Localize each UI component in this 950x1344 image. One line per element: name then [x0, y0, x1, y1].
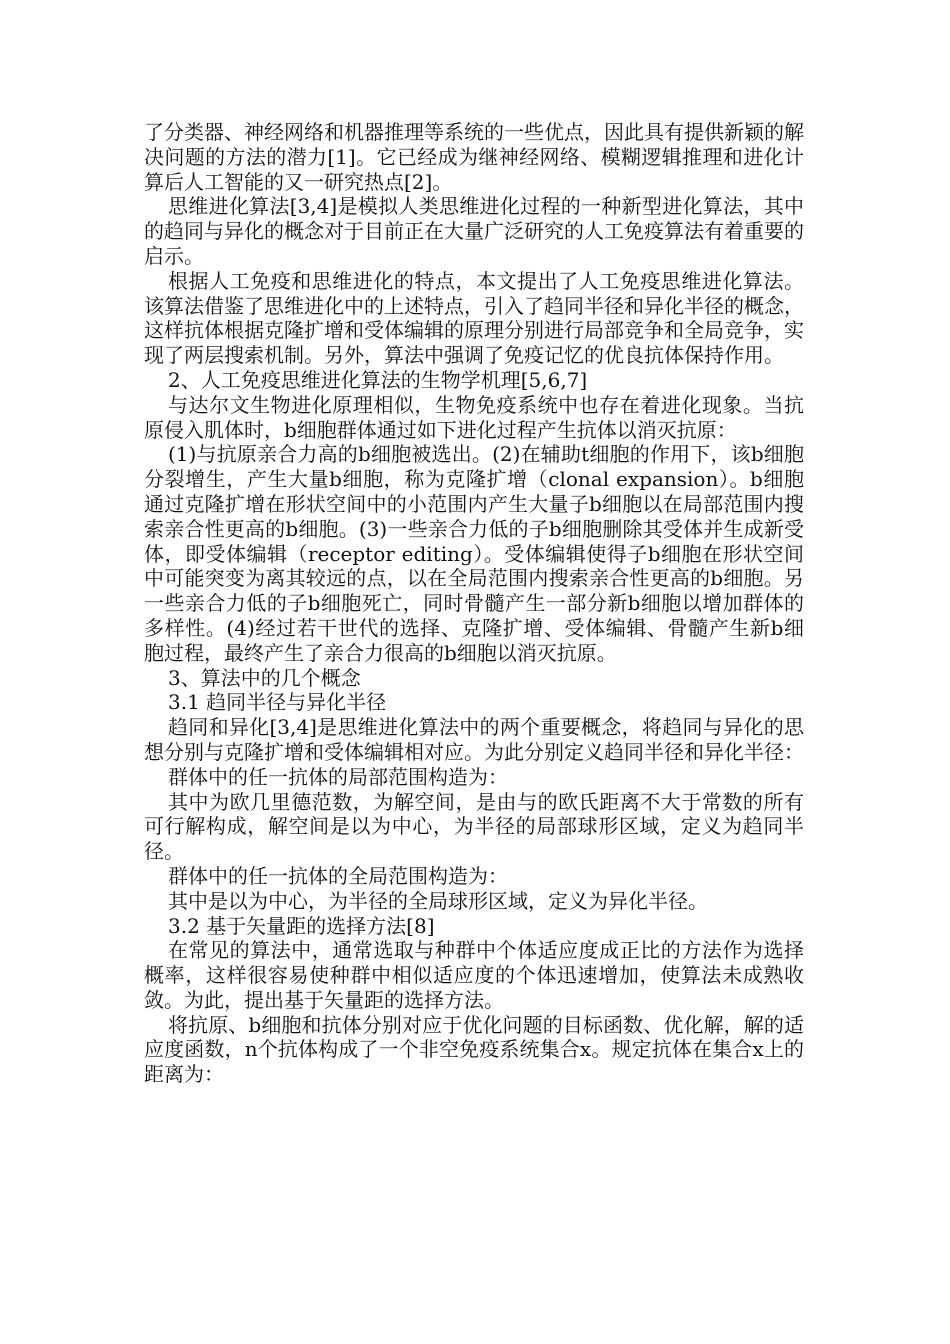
paragraph-convergence-dissimilation: 趋同和异化[3,4]是思维进化算法中的两个重要概念，将趋同与异化的思想分别与克隆扩增和受体编辑相对应。为此分别定义趋同半径和异化半径： — [144, 715, 804, 764]
paragraph-local-range: 群体中的任一抗体的局部范围构造为： — [168, 764, 508, 789]
paragraph-b-cell-process: (1)与抗原亲合力高的b细胞被选出。(2)在辅助t细胞的作用下，该b细胞分裂增生，产生大量b细胞，称为克隆扩增（clonal expansion）。b细胞通过克隆扩增在形状空间中的小范围内产生大量子b细胞以在局部范围内搜索亲合性更高的b细胞。(3)一些亲合力低的子b细胞删除其受体并生成新受体，即受体编辑（receptor editing）。受体编辑使得子b细胞在形状空间中可能突变为离其较远的点，以在全局范围内搜索亲合性更高的b细胞。另一些亲合力低的子b细胞死亡，同时骨髓产生一部分新b细胞以增加群体的多样性。(4)经过若干世代的选择、克隆扩增、受体编辑、骨髓产生新b细胞过程，最终产生了亲合力很高的b细胞以消灭抗原。 — [144, 442, 804, 665]
subsection-heading-3-1: 3.1 趋同半径与异化半径 — [168, 690, 387, 715]
paragraph-intro-continuation: 了分类器、神经网络和机器推理等系统的一些优点，因此具有提供新颖的解决问题的方法的潜力[1]。它已经成为继神经网络、模糊逻辑推理和进化计算后人工智能的又一研究热点[2]。 — [144, 120, 804, 194]
document-body — [144, 120, 804, 1087]
section-heading-3: 3、算法中的几个概念 — [168, 665, 361, 690]
paragraph-selection-problem: 在常见的算法中，通常选取与种群中个体适应度成正比的方法作为选择概率，这样很容易使种群中相似适应度的个体迅速增加，使算法未成熟收敛。为此，提出基于矢量距的选择方法。 — [144, 938, 804, 1012]
section-heading-2: 2、人工免疫思维进化算法的生物学机理[5,6,7] — [168, 367, 588, 392]
paragraph-global-range-definition: 其中是以为中心，为半径的全局球形区域，定义为异化半径。 — [168, 888, 708, 913]
paragraph-global-range: 群体中的任一抗体的全局范围构造为： — [168, 863, 508, 888]
paragraph-antigen-mapping: 将抗原、b细胞和抗体分别对应于优化问题的目标函数、优化解，解的适应度函数，n个抗体构成了一个非空免疫系统集合x。规定抗体在集合x上的距离为： — [144, 1012, 804, 1087]
paragraph-mind-evolution: 思维进化算法[3,4]是模拟人类思维进化过程的一种新型进化算法，其中的趋同与异化的概念对于目前正在大量广泛研究的人工免疫算法有着重要的启示。 — [144, 194, 804, 268]
subsection-heading-3-2: 3.2 基于矢量距的选择方法[8] — [168, 913, 435, 938]
paragraph-proposed-algorithm: 根据人工免疫和思维进化的特点，本文提出了人工免疫思维进化算法。该算法借鉴了思维进化中的上述特点，引入了趋同半径和异化半径的概念，这样抗体根据克隆扩增和受体编辑的原理分别进行局部竞争和全局竞争，实现了两层搜索机制。另外，算法中强调了免疫记忆的优良抗体保持作用。 — [144, 268, 804, 368]
paragraph-darwin-analogy: 与达尔文生物进化原理相似，生物免疫系统中也存在着进化现象。当抗原侵入肌体时，b细胞群体通过如下进化过程产生抗体以消灭抗原： — [144, 392, 804, 442]
paragraph-local-range-definition: 其中为欧几里德范数，为解空间，是由与的欧氏距离不大于常数的所有可行解构成，解空间是以为中心，为半径的局部球形区域，定义为趋同半径。 — [144, 789, 804, 864]
